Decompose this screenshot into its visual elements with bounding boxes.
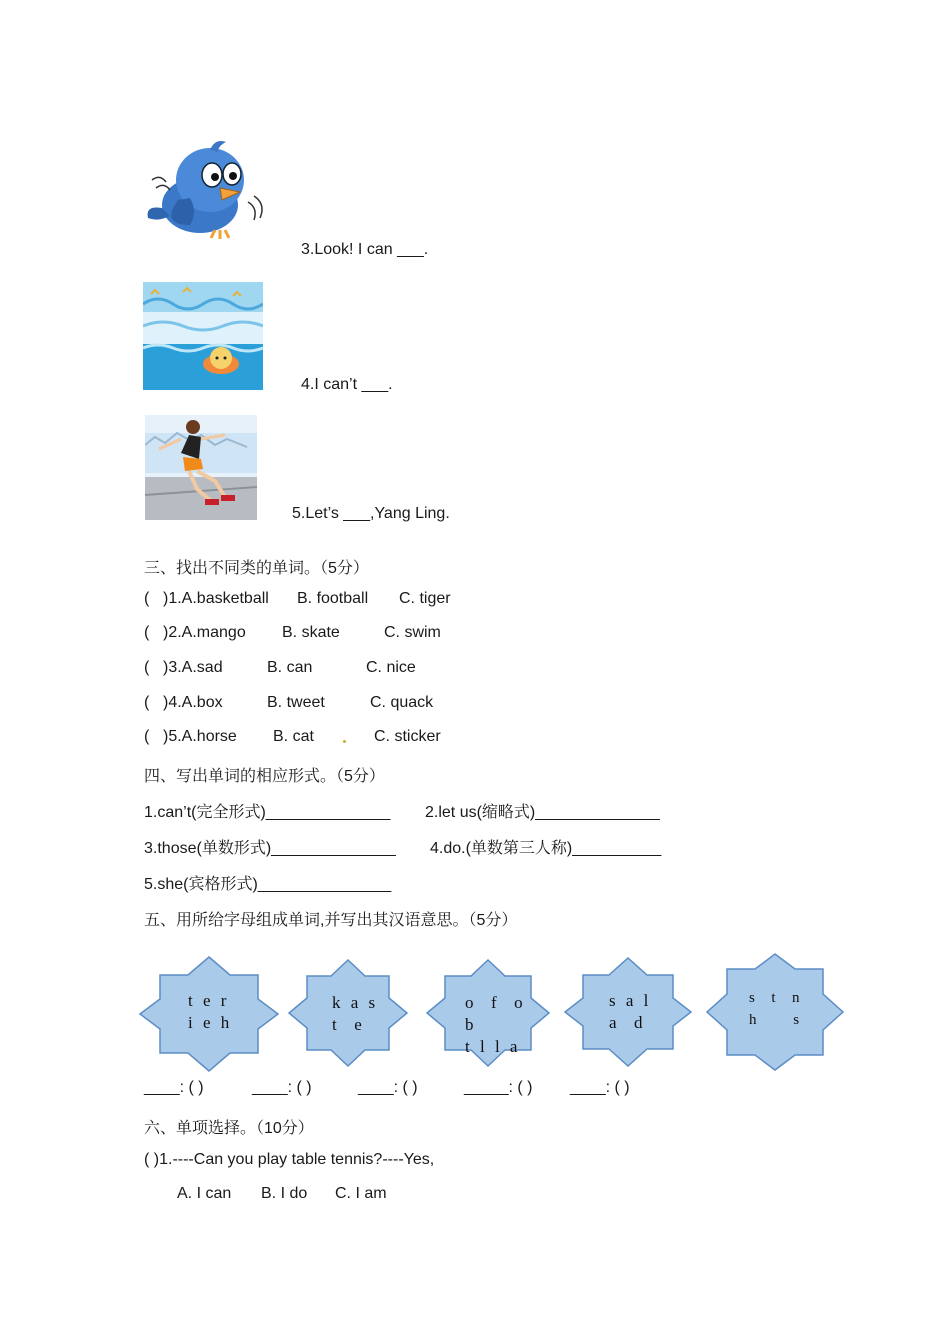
s3-row5-paren: ( xyxy=(144,728,150,745)
s3-row2-c: C. swim xyxy=(384,624,441,641)
s6-q1-option-a: A. I can xyxy=(177,1185,232,1202)
question-4-text: 4.I can’t ___. xyxy=(301,376,393,393)
letter-star-1-text: t e r i e h xyxy=(188,991,233,1032)
letter-star-2-text: k a s t e xyxy=(332,993,379,1034)
bird-picture xyxy=(140,130,265,250)
s5-answer4: _____: ( ) xyxy=(464,1079,533,1096)
s4-item5: 5.she(宾格形式)_______________ xyxy=(144,876,392,893)
s3-row2-a: )2.A.mango xyxy=(163,624,246,641)
s4-item1: 1.can’t(完全形式)______________ xyxy=(144,804,391,821)
s4-item2: 2.let us(缩略式)______________ xyxy=(425,804,660,821)
letter-star-4-text: s a l a d xyxy=(609,991,652,1032)
s3-row3-a: )3.A.sad xyxy=(163,659,223,676)
letter-star-3-text: o f o b t l l a xyxy=(465,993,526,1056)
s3-row4-a: )4.A.box xyxy=(163,694,223,711)
s3-row1-b: B. football xyxy=(297,590,369,607)
s3-row1-paren: ( xyxy=(144,590,150,607)
s3-row3-b: B. can xyxy=(267,659,313,676)
s3-row1-a: )1.A.basketball xyxy=(163,590,269,607)
question-3-text: 3.Look! I can ___. xyxy=(301,241,429,258)
s3-row5-c: C. sticker xyxy=(374,728,441,745)
s6-question1: ( )1.----Can you play table tennis?----Yes, xyxy=(144,1151,435,1168)
s5-answer1: ____: ( ) xyxy=(144,1079,204,1096)
section5-heading: 五、用所给字母组成单词,并写出其汉语意思。（5分） xyxy=(144,912,518,929)
section3-heading: 三、找出不同类的单词。（5分） xyxy=(144,560,369,577)
s3-row5-b: B. cat xyxy=(273,728,314,745)
section6-heading: 六、单项选择。（10分） xyxy=(144,1120,314,1137)
s3-row5-a: )5.A.horse xyxy=(163,728,237,745)
s5-answer5: ____: ( ) xyxy=(570,1079,630,1096)
s4-item3: 3.those(单数形式)______________ xyxy=(144,840,396,857)
s3-row4-b: B. tweet xyxy=(267,694,325,711)
s4-item4: 4.do.(单数第三人称)__________ xyxy=(430,840,662,857)
s3-row2-b: B. skate xyxy=(282,624,340,641)
s3-row3-paren: ( xyxy=(144,659,150,676)
s3-row1-c: C. tiger xyxy=(399,590,451,607)
s3-row2-paren: ( xyxy=(144,624,150,641)
swimming-picture xyxy=(143,282,263,390)
s3-row3-c: C. nice xyxy=(366,659,416,676)
s3-row4-paren: ( xyxy=(144,694,150,711)
s6-q1-option-b: B. I do xyxy=(261,1185,308,1202)
s5-answer2: ____: ( ) xyxy=(252,1079,312,1096)
letter-star-5-text: s t n h s xyxy=(749,990,803,1028)
stray-dot xyxy=(343,740,346,743)
section4-heading: 四、写出单词的相应形式。（5分） xyxy=(144,768,385,785)
s3-row4-c: C. quack xyxy=(370,694,434,711)
s5-answer3: ____: ( ) xyxy=(358,1079,418,1096)
question-5-text: 5.Let’s ___,Yang Ling. xyxy=(292,505,450,522)
s6-q1-option-c: C. I am xyxy=(335,1185,387,1202)
skating-picture xyxy=(145,415,257,520)
